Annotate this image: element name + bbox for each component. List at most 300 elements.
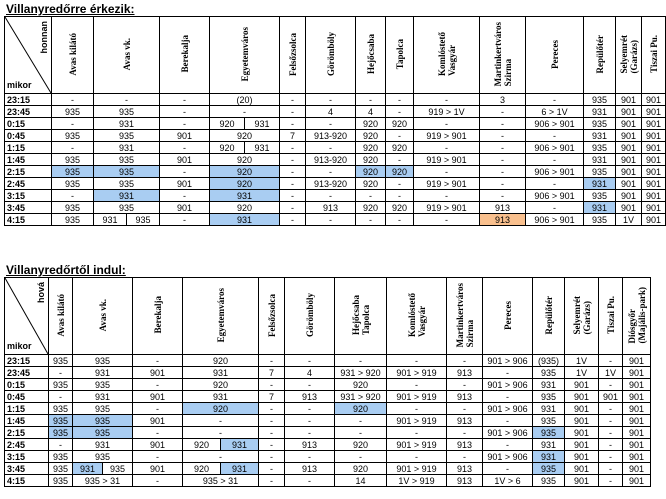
schedule-cell: 6 > 1V — [526, 106, 584, 118]
column-header-label: Selyemrét (Garázs) — [618, 34, 639, 74]
schedule-cell: - — [599, 427, 623, 439]
schedule-cell: 920 — [356, 202, 386, 214]
column-header — [285, 278, 335, 355]
schedule-subcell: 935 — [102, 463, 132, 474]
schedule-cell: - — [49, 439, 73, 451]
column-header-label: Tiszai Pu. — [648, 35, 659, 73]
time-cell: 1:45 — [5, 415, 49, 427]
arrivals-timetable — [4, 16, 666, 226]
schedule-cell: 931 — [533, 451, 565, 463]
schedule-cell: 4 — [285, 367, 335, 379]
schedule-cell: 935 — [52, 154, 94, 166]
table-row — [5, 463, 651, 475]
schedule-cell: - — [480, 190, 526, 202]
schedule-cell: 935 — [49, 379, 73, 391]
schedule-cell: 901 — [160, 178, 210, 190]
schedule-cell: - — [447, 451, 483, 463]
schedule-cell: - — [526, 202, 584, 214]
schedule-cell: 920 — [183, 355, 259, 367]
schedule-cell: - — [183, 451, 259, 463]
schedule-cell: - — [133, 403, 183, 415]
time-cell: 0:15 — [5, 379, 49, 391]
schedule-cell: 901 — [565, 463, 599, 475]
schedule-cell: 931 — [584, 202, 616, 214]
header-row — [5, 278, 651, 355]
schedule-cell: 913 — [447, 439, 483, 451]
schedule-cell: 901 > 919 — [387, 439, 447, 451]
schedule-cell: - — [386, 106, 414, 118]
column-header-label: Avas kilátó — [67, 32, 78, 76]
schedule-cell: - — [133, 379, 183, 391]
time-cell: 3:15 — [5, 190, 52, 202]
schedule-cell: 920 — [335, 379, 387, 391]
schedule-cell: 931 — [94, 142, 160, 154]
column-header — [386, 17, 414, 94]
schedule-cell: - — [280, 118, 306, 130]
schedule-cell: - — [210, 106, 280, 118]
schedule-cell: 920 — [335, 439, 387, 451]
schedule-cell: - — [526, 130, 584, 142]
column-header — [210, 17, 280, 94]
schedule-cell: - — [280, 142, 306, 154]
schedule-cell: - — [160, 166, 210, 178]
schedule-cell: 913 — [447, 463, 483, 475]
schedule-cell: - — [133, 427, 183, 439]
column-header — [335, 278, 387, 355]
column-header-label: Berekalja — [152, 296, 163, 334]
schedule-cell: - — [414, 142, 480, 154]
schedule-cell: - — [447, 355, 483, 367]
column-header — [306, 17, 356, 94]
table-row — [5, 166, 666, 178]
schedule-cell: - — [599, 475, 623, 487]
schedule-cell: 14 — [335, 475, 387, 487]
schedule-cell: - — [133, 355, 183, 367]
schedule-cell: 935 — [533, 463, 565, 475]
schedule-cell: - — [306, 118, 356, 130]
schedule-cell: - — [259, 463, 285, 475]
column-header-label: Repülőtér — [543, 295, 554, 335]
schedule-cell: - — [306, 214, 356, 226]
schedule-cell: - — [387, 379, 447, 391]
schedule-cell: 901 — [642, 202, 666, 214]
schedule-cell: 901 — [616, 154, 642, 166]
schedule-cell: - — [335, 355, 387, 367]
schedule-cell: - — [259, 439, 285, 451]
schedule-cell: - — [285, 451, 335, 463]
schedule-cell: - — [160, 118, 210, 130]
time-cell: 0:45 — [5, 130, 52, 142]
schedule-cell: - — [483, 439, 533, 451]
time-cell: 23:15 — [5, 355, 49, 367]
schedule-cell: - — [285, 379, 335, 391]
schedule-cell: 913 — [480, 202, 526, 214]
schedule-cell: 901 > 919 — [387, 415, 447, 427]
schedule-cell: - — [259, 355, 285, 367]
schedule-cell: 901 — [565, 403, 599, 415]
schedule-cell: 935 — [73, 415, 133, 427]
schedule-cell: - — [183, 427, 259, 439]
table-row — [5, 379, 651, 391]
table-row — [5, 106, 666, 118]
time-cell: 2:45 — [5, 439, 49, 451]
schedule-cell: - — [52, 142, 94, 154]
schedule-cell: - — [599, 355, 623, 367]
schedule-cell: - — [280, 214, 306, 226]
schedule-cell: - — [160, 94, 210, 106]
schedule-cell: 935 — [73, 427, 133, 439]
schedule-cell: 920 — [335, 403, 387, 415]
schedule-cell: - — [49, 367, 73, 379]
column-header-label: Avas vk. — [121, 37, 132, 71]
schedule-cell: 919 > 901 — [414, 202, 480, 214]
column-header — [447, 278, 483, 355]
schedule-cell: - — [387, 451, 447, 463]
schedule-cell: 913 — [306, 202, 356, 214]
schedule-cell: 901 — [565, 379, 599, 391]
schedule-cell: 935 — [73, 451, 133, 463]
schedule-cell: 901 — [565, 451, 599, 463]
table-row — [5, 415, 651, 427]
table-row — [5, 439, 651, 451]
schedule-cell: 901 — [599, 391, 623, 403]
column-header — [183, 278, 259, 355]
schedule-cell: 931 — [533, 379, 565, 391]
schedule-cell: - — [414, 94, 480, 106]
schedule-cell: 935 — [52, 130, 94, 142]
schedule-cell: 1V > 919 — [387, 475, 447, 487]
schedule-cell: - — [386, 154, 414, 166]
schedule-cell: 901 > 919 — [387, 367, 447, 379]
time-cell: 2:45 — [5, 178, 52, 190]
schedule-cell: 901 > 919 — [387, 463, 447, 475]
schedule-cell: 7 — [259, 391, 285, 403]
schedule-cell: 935 — [533, 415, 565, 427]
table-row — [5, 154, 666, 166]
corner-direction-label: honnan — [39, 21, 49, 54]
schedule-cell: 931 — [210, 190, 280, 202]
schedule-cell: 901 — [642, 106, 666, 118]
schedule-cell: 920 — [335, 463, 387, 475]
schedule-cell: - — [386, 94, 414, 106]
schedule-cell: 901 — [642, 130, 666, 142]
schedule-cell: 920 — [356, 178, 386, 190]
table-row — [5, 178, 666, 190]
schedule-cell: 913 — [285, 391, 335, 403]
time-cell: 4:15 — [5, 214, 52, 226]
schedule-cell: 919 > 1V — [414, 106, 480, 118]
schedule-cell: - — [483, 463, 533, 475]
schedule-cell: 1V — [599, 367, 623, 379]
schedule-cell: 920 — [356, 130, 386, 142]
column-header-label: Avas vk. — [97, 298, 108, 332]
schedule-subcell: 931 — [220, 463, 258, 474]
schedule-cell: 931 — [73, 391, 133, 403]
schedule-cell: - — [160, 106, 210, 118]
column-header — [160, 17, 210, 94]
table-row — [5, 367, 651, 379]
table-row — [5, 451, 651, 463]
schedule-cell: 901 — [623, 415, 651, 427]
schedule-cell: 913 — [480, 214, 526, 226]
time-cell: 23:15 — [5, 94, 52, 106]
schedule-cell: 935 — [73, 403, 133, 415]
schedule-cell: 901 — [623, 463, 651, 475]
schedule-cell: - — [480, 106, 526, 118]
schedule-cell: - — [414, 118, 480, 130]
schedule-cell: 935 — [584, 190, 616, 202]
schedule-cell: - — [94, 94, 160, 106]
schedule-cell: 935 — [584, 94, 616, 106]
schedule-cell: 935 — [533, 475, 565, 487]
column-header — [94, 17, 160, 94]
time-cell: 1:15 — [5, 142, 52, 154]
schedule-cell: 935 — [49, 403, 73, 415]
schedule-cell: 935 > 31 — [183, 475, 259, 487]
schedule-cell: 1V — [616, 214, 642, 226]
schedule-cell: 901 — [642, 94, 666, 106]
schedule-cell: 920 — [356, 142, 386, 154]
schedule-cell — [210, 142, 280, 154]
schedule-cell: 935 — [52, 214, 94, 226]
schedule-cell: - — [599, 463, 623, 475]
schedule-cell: 920 — [386, 202, 414, 214]
schedule-cell: 931 — [73, 367, 133, 379]
schedule-cell: - — [280, 106, 306, 118]
schedule-cell: 919 > 901 — [414, 178, 480, 190]
schedule-cell: 935 — [533, 391, 565, 403]
schedule-cell: - — [599, 451, 623, 463]
time-cell: 4:15 — [5, 475, 49, 487]
schedule-subcell: 931 — [102, 214, 118, 225]
schedule-cell: - — [447, 379, 483, 391]
schedule-cell: - — [259, 475, 285, 487]
corner-time-label: mikor — [7, 80, 32, 90]
time-cell: 3:15 — [5, 451, 49, 463]
schedule-cell: - — [285, 403, 335, 415]
schedule-cell: - — [526, 94, 584, 106]
schedule-cell: 931 > 920 — [335, 391, 387, 403]
time-cell: 23:45 — [5, 106, 52, 118]
schedule-cell: 901 > 906 — [483, 403, 533, 415]
schedule-subcell: 931 — [220, 439, 258, 450]
schedule-cell: 1V — [565, 355, 599, 367]
schedule-cell: 935 — [533, 367, 565, 379]
table-row — [5, 202, 666, 214]
schedule-cell: 901 — [565, 415, 599, 427]
column-header — [483, 278, 533, 355]
schedule-cell: - — [414, 190, 480, 202]
schedule-subcell: 920 — [193, 439, 210, 450]
departures-timetable — [4, 277, 651, 487]
schedule-subcell: 931 — [244, 142, 279, 153]
table-row — [5, 475, 651, 487]
time-cell: 2:15 — [5, 427, 49, 439]
schedule-cell: 931 — [584, 130, 616, 142]
schedule-cell — [183, 439, 259, 451]
schedule-cell: - — [356, 94, 386, 106]
schedule-cell: 935 — [73, 355, 133, 367]
schedule-cell: - — [52, 118, 94, 130]
column-header — [356, 17, 386, 94]
table-row — [5, 391, 651, 403]
schedule-cell: 935 — [94, 166, 160, 178]
schedule-cell: 931 — [183, 391, 259, 403]
schedule-cell: - — [160, 214, 210, 226]
schedule-cell: 901 — [623, 451, 651, 463]
schedule-cell: 935 — [52, 166, 94, 178]
schedule-cell: - — [483, 391, 533, 403]
time-cell: 2:15 — [5, 166, 52, 178]
column-header-label: Diósgyőr (Majális-park) — [626, 286, 647, 344]
table-row — [5, 214, 666, 226]
departures-title: Villanyredőrtől indul: — [6, 263, 126, 277]
column-header — [533, 278, 565, 355]
schedule-cell: - — [52, 94, 94, 106]
column-header-label: Felsőzsolca — [287, 32, 298, 76]
column-header-label: Tiszai Pu. — [605, 296, 616, 334]
schedule-cell: 935 — [49, 355, 73, 367]
schedule-cell: 931 — [73, 439, 133, 451]
schedule-cell: 913-920 — [306, 130, 356, 142]
column-header-label: Hejőcsaba — [365, 34, 376, 74]
column-header — [599, 278, 623, 355]
column-header-label: Komlóstető Vasgyár — [406, 293, 427, 337]
schedule-cell — [183, 463, 259, 475]
schedule-subcell: 920 — [219, 118, 235, 129]
schedule-cell: - — [386, 190, 414, 202]
schedule-cell: - — [387, 403, 447, 415]
schedule-cell: - — [356, 214, 386, 226]
schedule-cell: 931 — [533, 439, 565, 451]
corner-direction-label: hová — [36, 282, 46, 304]
schedule-cell: 931 — [533, 403, 565, 415]
schedule-cell: 919 > 901 — [414, 154, 480, 166]
schedule-cell: 920 — [210, 202, 280, 214]
schedule-cell: 913 — [447, 367, 483, 379]
schedule-cell: 913 — [447, 415, 483, 427]
schedule-cell: 935 — [584, 118, 616, 130]
schedule-cell: 935 — [52, 106, 94, 118]
table-row — [5, 190, 666, 202]
schedule-cell: 935 — [73, 379, 133, 391]
schedule-cell: 901 — [642, 178, 666, 190]
schedule-cell: 920 — [386, 142, 414, 154]
schedule-cell: 935 — [49, 451, 73, 463]
schedule-cell: 901 — [642, 118, 666, 130]
schedule-cell: - — [386, 178, 414, 190]
column-header-label: Martinkertváros Szirma — [454, 282, 475, 348]
time-cell: 1:45 — [5, 154, 52, 166]
schedule-cell: - — [160, 190, 210, 202]
schedule-cell: - — [599, 415, 623, 427]
schedule-cell: 901 — [623, 475, 651, 487]
schedule-cell: 935 — [584, 142, 616, 154]
schedule-cell: 931 — [584, 106, 616, 118]
column-header-label: Avas kilátó — [55, 293, 66, 337]
schedule-cell: - — [335, 427, 387, 439]
schedule-cell: 935 — [584, 214, 616, 226]
schedule-cell: 3 — [480, 94, 526, 106]
corner-time-label: mikor — [7, 341, 32, 351]
schedule-cell: 931 — [94, 118, 160, 130]
schedule-cell: - — [386, 130, 414, 142]
schedule-cell: 4 — [306, 106, 356, 118]
schedule-cell: 920 — [183, 379, 259, 391]
schedule-cell: 931 — [183, 367, 259, 379]
schedule-cell: 901 — [565, 427, 599, 439]
schedule-cell: - — [480, 130, 526, 142]
schedule-cell: 901 — [616, 94, 642, 106]
schedule-cell — [73, 463, 133, 475]
table-row — [5, 142, 666, 154]
schedule-cell: - — [285, 427, 335, 439]
schedule-cell: 906 > 901 — [526, 214, 584, 226]
column-header-label: Pereces — [502, 300, 513, 330]
schedule-cell: 920 — [356, 166, 386, 178]
schedule-cell: - — [599, 403, 623, 415]
schedule-cell: 1V — [565, 367, 599, 379]
column-header-label: Egyetemváros — [215, 287, 226, 343]
schedule-cell: - — [49, 391, 73, 403]
schedule-cell: 901 — [623, 355, 651, 367]
column-header — [52, 17, 94, 94]
schedule-cell: - — [280, 166, 306, 178]
table-row — [5, 427, 651, 439]
schedule-cell: - — [259, 427, 285, 439]
column-header-label: Pereces — [549, 39, 560, 69]
schedule-cell: - — [414, 214, 480, 226]
column-header — [73, 278, 133, 355]
schedule-subcell: 931 — [244, 118, 279, 129]
schedule-cell: 913-920 — [306, 154, 356, 166]
schedule-cell: 901 — [616, 178, 642, 190]
schedule-cell: 919 > 901 — [414, 130, 480, 142]
corner-header — [5, 17, 52, 94]
schedule-cell: 901 — [565, 439, 599, 451]
schedule-cell: - — [183, 415, 259, 427]
schedule-cell: - — [447, 427, 483, 439]
schedule-cell: - — [52, 190, 94, 202]
schedule-cell: 931 — [584, 178, 616, 190]
schedule-cell: 901 — [642, 214, 666, 226]
schedule-cell: 1V > 6 — [483, 475, 533, 487]
schedule-cell: 901 — [616, 166, 642, 178]
table-row — [5, 118, 666, 130]
schedule-cell: 901 > 906 — [483, 379, 533, 391]
schedule-cell: 901 — [133, 463, 183, 475]
schedule-subcell: 931 — [73, 463, 102, 474]
schedule-cell: 920 — [356, 154, 386, 166]
column-header-label: Tapolca — [394, 38, 405, 70]
column-header-label: Görömböly — [325, 32, 336, 76]
schedule-cell: - — [306, 94, 356, 106]
schedule-cell — [210, 118, 280, 130]
schedule-cell: 901 — [565, 391, 599, 403]
schedule-cell: - — [285, 415, 335, 427]
schedule-cell: 920 — [210, 166, 280, 178]
schedule-cell: - — [387, 427, 447, 439]
schedule-cell: - — [133, 475, 183, 487]
column-header-label: Martinkertváros Szirma — [492, 21, 513, 87]
schedule-cell: 901 > 906 — [483, 451, 533, 463]
schedule-cell: 901 — [133, 367, 183, 379]
schedule-cell: - — [285, 475, 335, 487]
schedule-cell: 901 — [565, 475, 599, 487]
schedule-cell: 906 > 901 — [526, 166, 584, 178]
schedule-cell: - — [280, 154, 306, 166]
schedule-cell: 931 — [94, 190, 160, 202]
